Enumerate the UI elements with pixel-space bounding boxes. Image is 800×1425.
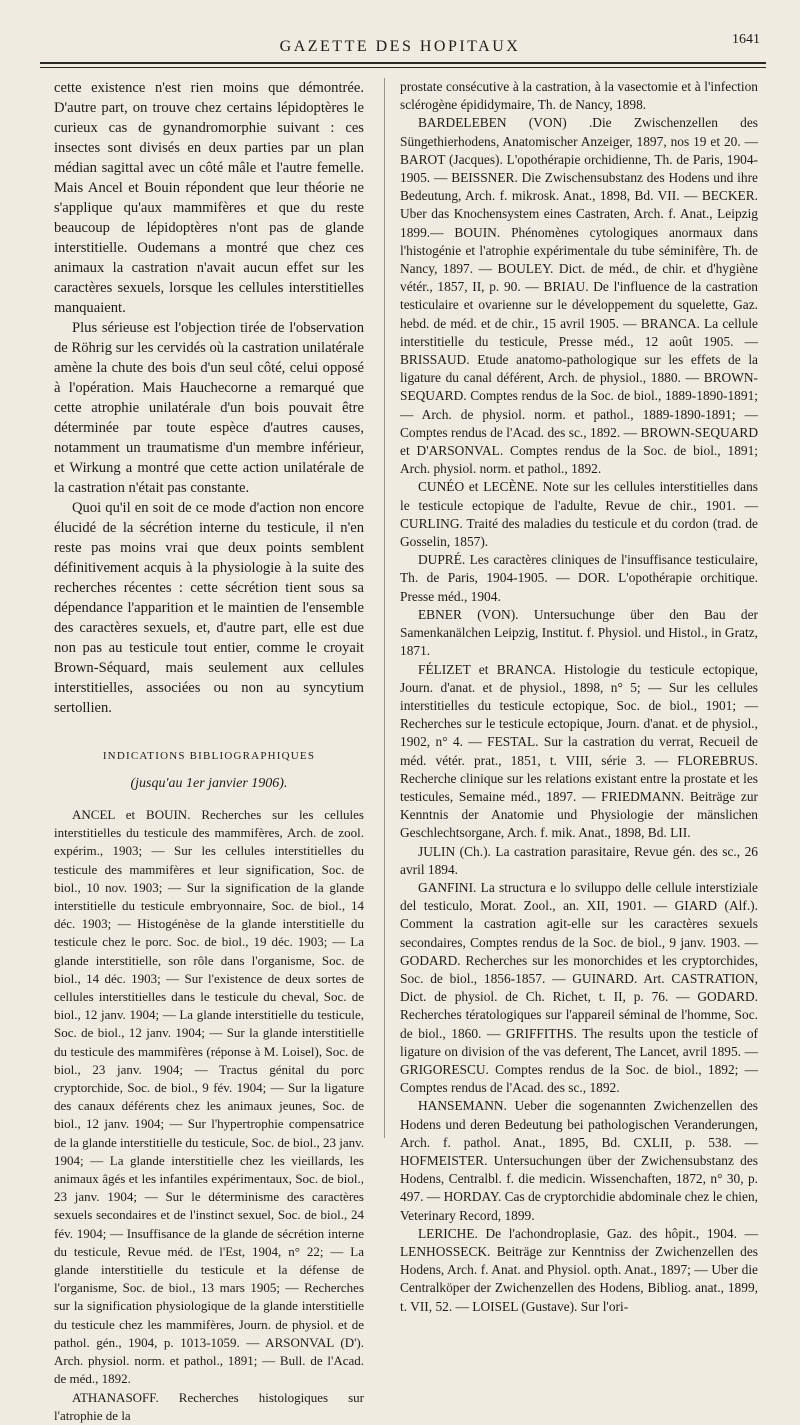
bibliography-entry: CUNÉO et LECÈNE. Note sur les cellules interstitielles dans le testicule ectopique de l'adulte, Revue de chir., 1901. — CURLING. Traité des maladies du testicule et du cordon (trad. de Gosselin, 1857). (400, 479, 758, 550)
bibliography-subheading: (jusqu'au 1er janvier 1906). (130, 776, 288, 791)
bibliography-entry: DUPRÉ. Les caractères cliniques de l'insuffisance testiculaire, Th. de Paris, 1904-1905. — DOR. L'opothérapie orchitique. Presse méd., 1904. (400, 552, 758, 604)
bibliography-entry: GANFINI. La structura e lo sviluppo delle cellule interstiziale del testiculo, Morat. Zool., an. XII, 1901. — GIARD (Alf.). Comment la castration agit-elle sur les caractères sexuels secondaires, Comptes rendus de la Soc. de biol., 9 janv. 1903. — GODARD. Recherches sur les monorchides et les cryptorchides, Soc. de biol., 1856-1857. — GUINARD. Art. CASTRATION, Dict. de physiol. de Ch. Richet, t. II, p. 76. — GODARD. Recherches tératologiques sur l'appareil séminal de l'homme, Soc. de biol., 1860. — GRIFFITHS. The results upon the testicle of ligature on division of the vas deferent, The Lancet, avril 1895. — GRIGORESCU. Comptes rendus de la Soc. de biol., 1892; — Comptes rendus de l'Acad. des sc., 1892. (400, 879, 758, 1096)
bibliography-entry: ATHANASOFF. Recherches histologiques sur l'atrophie de la (54, 1389, 364, 1423)
column-divider (384, 78, 385, 1138)
bibliography-entry: FÉLIZET et BRANCA. Histologie du testicule ectopique, Journ. d'anat. et de physiol., 1898, n° 5; — Sur les cellules interstitielles du testicule ectopique, Soc. de biol., 1901; — Recherches sur le testicule ectopique, Journ. d'anat. et de physiol., 1902, n° 4. — FESTAL. Sur la castration du verrat, Recueil de méd. vétér. prat., 1851, t. VIII, série 3. — FLOREBRUS. Recherche clinique sur les relations existant entre la prostate et les testicules, Semaine méd., 1897. — FRIEDMANN. Beiträge zur Kenntnis der Anatomie und Physiologie der mänslichen Geschlechtsorgane, Arch. f. mik. Anat., 1898, Bd. LII. (400, 661, 758, 841)
body-paragraph: Quoi qu'il en soit de ce mode d'action non encore élucidé de la sécrétion interne du testicule, il n'en reste pas moins vrai que deux points semblent définitivement acquis à la physiologie à la suite des recherches récentes : cette sécrétion tient sous sa dépendance l'apparition et le maintien de l'ensemble des caractères sexuels, et, d'autre part, elle est due non pas au testicule tout entier, comme le croyait Brown-Séquard, mais seulement aux cellules interstitielles, associées ou non au syncytium sertollien. (54, 500, 364, 716)
body-paragraph: cette existence n'est rien moins que démontrée. D'autre part, on trouve chez certains lépidoptères le curieux cas de gynandromorphie suivant : ces insectes sont divisés en deux parties par un plan médian sagittal avec un côté mâle et l'autre femelle. Mais Ancel et Bouin répondent que leur théorie ne s'applique qu'aux mammifères et que du reste beaucoup de lépidoptères n'ont pas de glande interstitielle. Oudemans a montré que chez ces animaux la castration n'avait aucun effet sur les caractères sexuels, lorsque les cellules interstitielles manquaient. (54, 80, 364, 316)
header-rule-thin (40, 67, 766, 68)
bibliography-entry: BARDELEBEN (VON) .Die Zwischenzellen des Süngethierhodens, Anatomischer Anzeiger, 1897, nos 19 et 20. — BAROT (Jacques). L'opothérapie orchidienne, Th. de Paris, 1904-1905. — BEISSNER. Die Zwischensubstanz des Hodens und ihre Bedeutung, Arch. f. mikrosk. Anat., 1898, Bd. VII. — BECKER. Uber das Knochensystem eines Castraten, Arch. f. Anat., Leipzig 1899.— BOUIN. Phénomènes cytologiques anormaux dans l'histogénie et l'atrophie expérimentale du tube séminifère, Th. de Nancy, 1897. — BOULEY. Dict. de méd., de chir. et d'hygiène vétér., 1857, II, p. 90. — BRIAU. De l'influence de la castration testiculaire et ovarienne sur le développement du squelette, Gaz. hebd. de méd. et de chir., 15 avril 1905. — BRANCA. La cellule interstitielle du testicule, Presse méd., 12 août 1905. — BRISSAUD. Etude anatomo-pathologique sur les effets de la ligature du canal déférent, Arch. de physiol., 1880. — BROWN-SEQUARD. Comptes rendus de la Soc. de biol., 1889-1890-1891; — Arch. de physiol. norm. et pathol., 1889-1890-1891; — Comptes rendus de l'Acad. des sc., 1892. — BROWN-SEQUARD et D'ARSONVAL. Comptes rendus de la Soc. de biol., 1891; Arch. physiol. norm. et pathol., 1892. (400, 115, 758, 477)
bibliography-entry: EBNER (VON). Untersuchunge über den Bau der Samenkanälchen Leipzig, Institut. f. Physiol. und Histol., in Gratz, 1871. (400, 606, 758, 659)
bibliography-entry: prostate consécutive à la castration, à la vasectomie et à l'infection sclérogène épididymaire, Th. de Nancy, 1898. (400, 79, 758, 113)
bibliography-entry: JULIN (Ch.). La castration parasitaire, Revue gén. des sc., 26 avril 1894. (400, 843, 758, 877)
body-paragraph: Plus sérieuse est l'objection tirée de l'observation de Röhrig sur les cervidés où la castration unilatérale amène la chute des bois d'un seul côté, celui opposé à l'opération. Mais Hauchecorne a remarqué que cette atrophie unilatérale d'un bois pouvait être déterminée par toute espèce d'autres causes, notamment un traumatisme d'un membre inférieur, et Wirkung a montré que cette action unilatérale de la castration n'était pas constante. (54, 320, 364, 496)
page-number: 1641 (732, 32, 760, 47)
bibliography-entry: LERICHE. De l'achondroplasie, Gaz. des hôpit., 1904. — LENHOSSECK. Beiträge zur Kenntniss der Zwichenzellen des Hodens, Arch. f. Anat. and Physiol. opth. Anat., 1897; — Uber die Centralköper der Zwichenzellen des Hodens, Bibliog. anat., 1899, t. VII, 52. — LOISEL (Gustave). Sur l'ori- (400, 1225, 758, 1314)
bibliography-entry: HANSEMANN. Ueber die sogenannten Zwichenzellen des Hodens und deren Bedeutung bei pathologischen Veranderungen, Arch. f. pathol. Anat., 1895, Bd. CXLII, p. 538. — HOFMEISTER. Untersuchungen über der Zwichensubstanz des Hodens, Centralbl. f. die medicin. Wissenchaften, 1872, n° 30, p. 497. — HORDAY. Cas de cryptorchidie abdominale chez le chien, Veterinary Record, 1899. (400, 1098, 758, 1223)
running-head: GAZETTE DES HOPITAUX (279, 38, 521, 55)
bibliography-entry: ANCEL et BOUIN. Recherches sur les cellules interstitielles du testicule des mammifères, Arch. de zool. expérim., 1903; — Sur les cellules interstitielles du testicule des mammifères et leur signification, Soc. de biol., 10 nov. 1903; — Sur la signification de la glande interstitielle du testicule embryonnaire, Soc. de biol., 14 déc. 1903; — Histogénèse de la glande interstitielle du testicule chez le porc. Soc. de biol., 19 déc. 1903; — La glande interstitielle, son rôle dans l'organisme, Soc. de biol., 14 déc. 1903; — Sur l'existence de deux sortes de cellules interstitielles dans le testicule du cheval, Soc. de biol., 12 janv. 1904; — La glande interstitielle du testicule, Soc. de biol., 12 janv. 1904; — Sur la glande interstitielle du testicule des mammifères (réponse à M. Loisel), Soc. de biol., 23 janv. 1904; — Tractus génital du porc cryptorchide, Soc. de biol., 9 fév. 1904; — Sur la ligature des canaux déférents chez les animaux jeunes, Soc. de biol., 12 janv. 1904; — Sur l'hypertrophie compensatrice de la glande interstitielle du testicule, Soc. de biol., 23 janv. 1904; — La glande interstitielle chez les vieillards, les animaux âgés et les infantiles expérimentaux, Soc. de biol., 23 janv. 1904; — Sur le déterminisme des caractères sexuels secondaires et de l'instinct sexuel, Soc. de biol., 24 fév. 1904; — Insuffisance de la glande de sécrétion interne du testicule, Revue méd. de l'Est, 1904, n° 22; — La glande interstitielle du testicule et la défense de l'organisme, Soc. de biol., 13 mars 1905; — Recherches sur la signification physiologique de la glande interstitielle du testicule chez les mammifères, Journ. de physiol. et de pathol. gén., 1904, p. 1013-1059. — ARSONVAL (D'). Arch. physiol. norm. et pathol., 1891; — Bull. de l'Acad. de méd., 1892. (54, 807, 364, 1387)
left-column (54, 78, 364, 1425)
right-column (400, 78, 758, 1316)
header-rule (40, 62, 766, 64)
bibliography-heading: INDICATIONS BIBLIOGRAPHIQUES (102, 750, 316, 762)
